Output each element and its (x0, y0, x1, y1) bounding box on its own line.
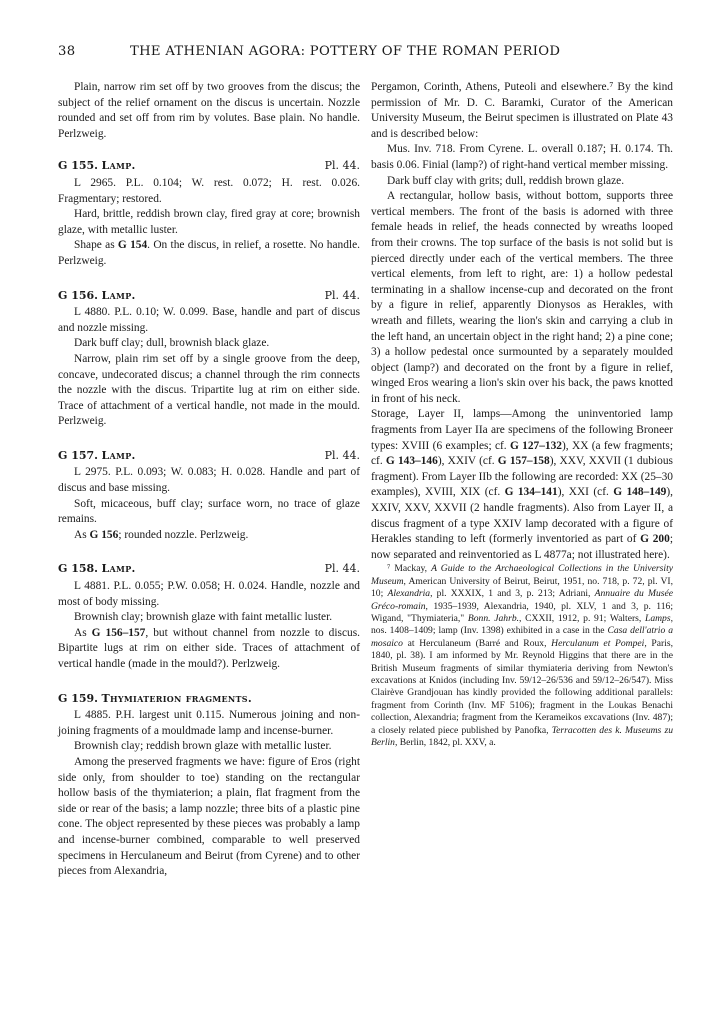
plate-reference: Pl. 44. (324, 159, 360, 173)
museum-inventory: Mus. Inv. 718. From Cyrene. L. overall 0.187; H. 0.174. Th. basis 0.06. Finial (lamp?) of right-hand vertical member missing. (371, 143, 673, 171)
entry-dimensions: L 4880. P.L. 0.10; W. 0.099. Base, handle and part of discus and nozzle missing. (58, 306, 360, 334)
entry-heading (58, 561, 360, 577)
object-description: A rectangular, hollow basis, without bottom, supports three vertical members. The front of the basis is adorned with three female heads in relief, the heads connected by wreaths looped from their crowns. The top surface of the basis is not solid but is pierced directly under each of the vertical members. The three vertical elements, from left to right, are: 1) a hollow pedestal terminating in a shallow incense-cup and decorated on the front by a figure in relief, apparently Dionysos as Herakles, with wreath and fillets, wearing the lion's skin and carrying a club in the left hand, an uncertain object in the right hand; 2) a pine cone; 3) a hollow pedestal once surmounted by a separately moulded object (lamp?) and decorated on the front by a figure in relief, winged Eros wearing a lion's skin over his back, the paws knotted in front of his neck. (371, 190, 673, 405)
entry-title: Thymiaterion fragments. (101, 691, 252, 705)
intro-paragraph: Plain, narrow rim set off by two grooves from the discus; the subject of the relief ornament on the discus is uncertain. Nozzle rounded and set off from rim by volutes. Base plain. No handle. Perlzweig. (58, 81, 360, 140)
catalogue-number: G 158. (58, 562, 99, 576)
catalogue-number: G 156. (58, 288, 99, 302)
cross-reference: G 200 (640, 533, 670, 546)
entry-title: Lamp. (101, 562, 136, 576)
entry-fabric: Brownish clay; reddish brown glaze with metallic luster. (74, 740, 332, 753)
plate-reference: Pl. 44. (324, 562, 360, 576)
cross-reference: G 154 (117, 239, 148, 252)
cross-reference: G 127–132 (509, 439, 563, 452)
entry-dimensions: L 2965. P.L. 0.104; W. rest. 0.072; H. rest. 0.026. Fragmentary; restored. (58, 176, 360, 205)
right-column (371, 80, 673, 750)
entry-heading (58, 288, 360, 304)
cross-reference: G 157–158 (497, 455, 550, 468)
catalogue-number: G 157. (58, 448, 99, 462)
plate-reference: Pl. 44. (324, 448, 360, 462)
footnote-7: ⁷ Mackay, A Guide to the Archaeological Collections in the University Museum, American University of Beirut, Beirut, 1951, no. 718, p. 72, pl. VI, 10; Alexandria, pl. XXXIX, 1 and 3, p. 213; Adriani, Annuaire du Musée Gréco-romain, 1935–1939, Alexandria, 1940, pl. XLV, 1 and 3, p. 116; Wigand, "Thymiateria," Bonn. Jahrb., CXXII, 1912, p. 91; Walters, Lamps, nos. 1408–1409; lamp (Inv. 1398) exhibited in a case in the Casa dell'atrio a mosaico at Herculaneum (Barré and Roux, Herculanum et Pompei, Paris, 1840, pl. 38). I am informed by Mr. Reynold Higgins that there are in the British Museum fragments of similar thymiateria deriving from Newton's excavations at Knidos (including Inv. 59/12–26/536 and 59/12–26/547). Miss Clairève Grandjouan has kindly provided the following additional parallels: fragment from Corinth (Inv. MF 5106); fragment in the Loukas Benachi collection, Alexandria; fragment from the Kerameikos excavations (Inv. 487); a closely related piece published by Panofka, Terracotten des k. Museums zu Berlin, Berlin, 1842, pl. XXV, a. (371, 563, 673, 749)
entry-description: Among the preserved fragments we have: figure of Eros (right side only, from shoulder to toe) standing on the rectangular hollow basis of the thymiaterion; a plain, flat fragment from the side or rear of the basis; a lamp nozzle; three bits of a plastic pine cone. The object represented by these pieces was probably a lamp and incense-burner combined, comparable to well preserved specimens in Herculaneum and Beirut (from Cyrene) and to other pieces from Alexandria, (58, 755, 360, 878)
cross-reference: G 143–146 (385, 455, 438, 468)
catalogue-entry-g158 (58, 561, 360, 672)
catalogue-entry-g159 (58, 691, 360, 880)
entry-fabric: Soft, micaceous, buff clay; surface worn, no trace of glaze remains. (58, 497, 360, 526)
entry-description: As G 156; rounded nozzle. Perlzweig. (74, 528, 249, 541)
entry-fabric: Brownish clay; brownish glaze with faint metallic luster. (74, 611, 333, 624)
entry-dimensions: L 4881. P.L. 0.055; P.W. 0.058; H. 0.024. Handle, nozzle and most of body missing. (58, 580, 360, 608)
cross-reference: G 156–157 (91, 626, 146, 639)
clay-description: Dark buff clay with grits; dull, reddish brown glaze. (387, 174, 625, 187)
catalogue-number: G 155. (58, 159, 99, 173)
running-title: THE ATHENIAN AGORA: POTTERY OF THE ROMAN PERIOD (130, 44, 561, 59)
entry-description: As G 156–157, but without channel from nozzle to discus. Bipartite lugs at rim on either side. Traces of attachment of vertical handle (made in the mould?). Perlzweig. (58, 626, 361, 670)
entry-dimensions: L 4885. P.H. largest unit 0.115. Numerous joining and non-joining fragments of a mouldmade lamp and incense-burner. (58, 709, 360, 737)
entry-heading (58, 691, 360, 707)
cross-reference: G 134–141 (504, 486, 558, 499)
cross-reference: G 156 (89, 528, 119, 541)
entry-description: Narrow, plain rim set off by a single groove from the deep, concave, undecorated discus; a channel through the rim connects the nozzle with the discus. Tripartite lug at rim on either side. Trace of attachment of a vertical handle, not made in the mould. Perlzweig. (58, 352, 360, 428)
entry-heading (58, 448, 360, 464)
plate-reference: Pl. 44. (324, 288, 360, 302)
entry-title: Lamp. (101, 288, 136, 302)
entry-dimensions: L 2975. P.L. 0.093; W. 0.083; H. 0.028. Handle and part of discus and base missing. (58, 466, 360, 495)
entry-description: Shape as G 154. On the discus, in relief, a rosette. No handle. Perlzweig. (58, 239, 360, 267)
catalogue-number: G 159. (58, 691, 99, 705)
entry-fabric: Hard, brittle, reddish brown clay, fired gray at core; brownish glaze, with metallic luster. (58, 208, 360, 236)
entry-heading (58, 158, 360, 174)
catalogue-entry-g157 (58, 448, 360, 544)
catalogue-entry-g156 (58, 288, 360, 430)
entry-title: Lamp. (101, 159, 136, 173)
page-number: 38 (58, 44, 76, 59)
entry-title: Lamp. (101, 448, 136, 462)
entry-fabric: Dark buff clay; dull, brownish black glaze. (74, 337, 270, 350)
catalogue-entry-g155 (58, 158, 360, 269)
storage-layer-paragraph: Storage, Layer II, lamps—Among the uninventoried lamp fragments from Layer IIa are specimens of the following Broneer types: XVIII (6 examples; cf. G 127–132), XX (a few fragments; cf. G 143–146), XXIV (cf. G 157–158), XXV, XXVII (1 dubious fragment). From Layer IIb the following are recorded: XX (25–30 examples), XVIII, XIX (cf. G 134–141), XXI (cf. G 148–149), XXIV, XXV, XXVII (2 handle fragments). Also from Layer II, a discus fragment of a type XXIV lamp decorated with a figure of Herakles standing to left (formerly inventoried as part of G 200; now separated and reinventoried as L 4877a; not illustrated here). (371, 408, 673, 561)
continued-paragraph: Pergamon, Corinth, Athens, Puteoli and elsewhere.⁷ By the kind permission of Mr. D. C. Baramki, Curator of the American University Museum, the Beirut specimen is illustrated on Plate 43 and is described below: (371, 81, 673, 140)
left-column (58, 80, 360, 880)
cross-reference: G 148–149 (613, 486, 667, 499)
